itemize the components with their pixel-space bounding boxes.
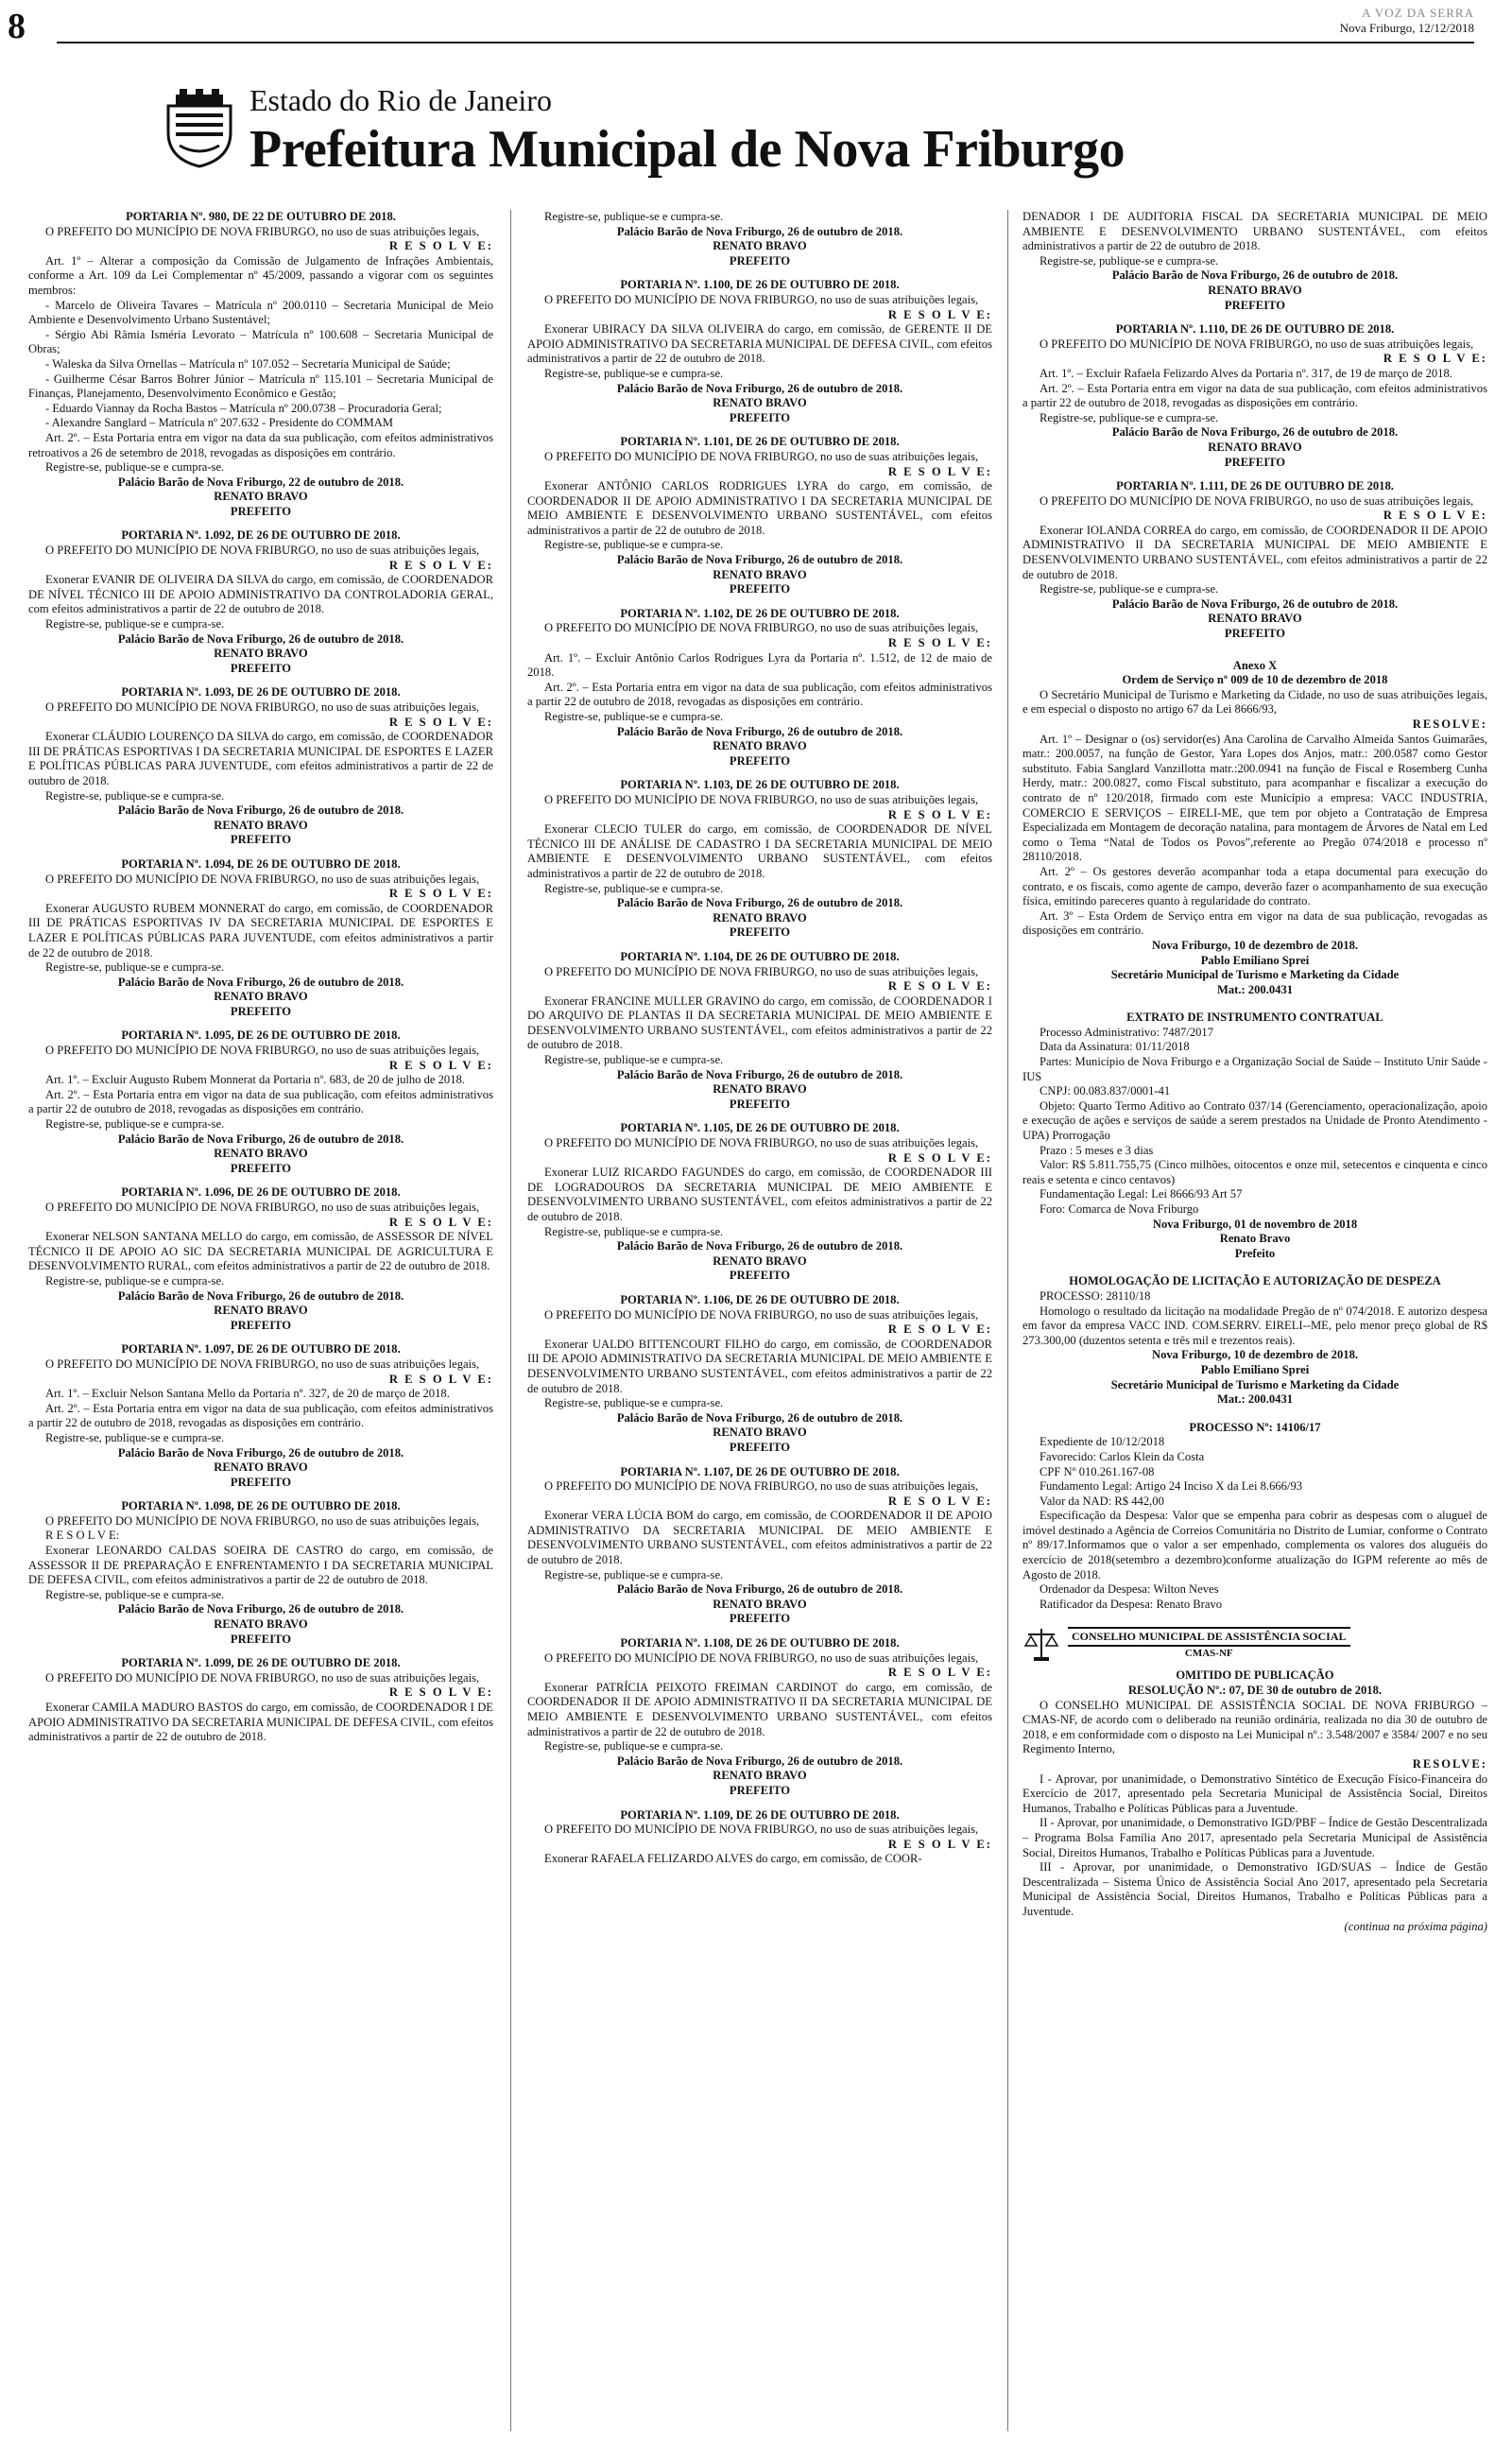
- portaria-intro: O PREFEITO DO MUNICÍPIO DE NOVA FRIBURGO, no uso de suas atribuições legais,: [1040, 493, 1474, 508]
- portaria-title: PORTARIA Nº. 1.096, DE 26 DE OUTUBRO DE 2018.: [121, 1185, 401, 1200]
- signatory-name: RENATO BRAVO: [214, 1304, 308, 1318]
- signatory-title: PREFEITO: [230, 661, 292, 675]
- council-acronym: CMAS-NF: [1184, 1648, 1233, 1660]
- portaria-title: PORTARIA Nº. 1.106, DE 26 DE OUTUBRO DE 2018.: [620, 1292, 900, 1306]
- article: Art. 1º. – Excluir Augusto Rubem Monnerat da Portaria nº. 683, de 20 de julho de 2018.: [45, 1073, 465, 1087]
- process-field: Ratificador da Despesa: Renato Bravo: [1040, 1597, 1223, 1611]
- resolve-label: R E S O L V E:: [388, 1685, 493, 1700]
- omitted-publication-title: OMITIDO DE PUBLICAÇÃO: [1176, 1668, 1334, 1683]
- portaria-title: PORTARIA Nº. 1.104, DE 26 DE OUTUBRO DE 2018.: [620, 949, 900, 963]
- portaria-intro: O PREFEITO DO MUNICÍPIO DE NOVA FRIBURGO, no uso de suas atribuições legais,: [45, 700, 480, 714]
- registre-line: Registre-se, publique-se e cumpra-se.: [544, 538, 724, 552]
- resolve-label: R E S O L V E:: [388, 715, 493, 729]
- signatory-title: PREFEITO: [729, 1783, 791, 1797]
- portaria-text: Exonerar AUGUSTO RUBEM MONNERAT do cargo, em comissão, de COORDENADOR III DE PRÁTICAS ESPORTIVAS IV DA SECRETARIA MUNICIPAL DE ESPORTES E LAZER E POLÍTICAS PÚBLICAS PARA JUVENTUDE, com efeitos administrativos a partir de 22 de outubro de 2018.: [28, 901, 493, 959]
- signature-place: Palácio Barão de Nova Friburgo, 26 de outubro de 2018.: [616, 381, 903, 395]
- signature-place: Palácio Barão de Nova Friburgo, 26 de outubro de 2018.: [117, 804, 404, 818]
- registre-line: Registre-se, publique-se e cumpra-se.: [544, 881, 724, 895]
- signatory-name: RENATO BRAVO: [214, 1617, 308, 1632]
- portaria-title: PORTARIA Nº. 1.109, DE 26 DE OUTUBRO DE 2018.: [620, 1807, 900, 1822]
- portaria-text: Exonerar ANTÔNIO CARLOS RODRIGUES LYRA do cargo, em comissão, de COORDENADOR II DE APOIO ADMINISTRATIVO I DA SECRETARIA MUNICIPAL DE MEIO AMBIENTE E DESENVOLVIMENTO URBANO SUSTENTÁVEL, com efeitos administrativos a partir de 22 de outubro de 2018.: [527, 479, 992, 537]
- portaria-intro: O PREFEITO DO MUNICÍPIO DE NOVA FRIBURGO, no uso de suas atribuições legais,: [1040, 337, 1474, 351]
- resolution-item: II - Aprovar, por unanimidade, o Demonstrativo IGD/PBF – Índice de Gestão Descentralizada – Programa Bolsa Família Ano 2017, apresentado pela Secretaria Municipal de Assistência Social, Direitos Humanos, Trabalho e Políticas Públicas para a Juventude.: [1022, 1816, 1487, 1859]
- signatory-registration: Mat.: 200.0431: [1216, 982, 1294, 996]
- signatory-title: Secretário Municipal de Turismo e Marketing da Cidade: [1110, 968, 1400, 982]
- signature-place: Palácio Barão de Nova Friburgo, 26 de outubro de 2018.: [117, 1288, 404, 1303]
- process-field: Ordenador da Despesa: Wilton Neves: [1040, 1582, 1219, 1597]
- masthead: [159, 83, 1349, 197]
- portaria-intro: O PREFEITO DO MUNICÍPIO DE NOVA FRIBURGO, no uso de suas atribuições legais,: [45, 544, 480, 558]
- portaria-intro: O PREFEITO DO MUNICÍPIO DE NOVA FRIBURGO, no uso de suas atribuições legais,: [45, 1201, 480, 1214]
- registre-line: Registre-se, publique-se e cumpra-se.: [45, 788, 225, 803]
- signature-place: Nova Friburgo, 10 de dezembro de 2018.: [1151, 1348, 1359, 1362]
- newspaper-name: A VOZ DA SERRA: [1362, 6, 1474, 20]
- portaria-title: PORTARIA Nº. 1.111, DE 26 DE OUTUBRO DE 2018.: [1116, 479, 1394, 493]
- signatory-title: PREFEITO: [729, 410, 791, 424]
- portaria-intro: O PREFEITO DO MUNICÍPIO DE NOVA FRIBURGO, no uso de suas atribuições legais,: [544, 292, 979, 306]
- extract-field: CNPJ: 00.083.837/0001-41: [1040, 1084, 1171, 1098]
- portaria-title: PORTARIA Nº. 980, DE 22 DE OUTUBRO DE 2018.: [126, 210, 396, 223]
- portaria-text: Exonerar LUIZ RICARDO FAGUNDES do cargo, em comissão, de COORDENADOR III DE LOGRADOUROS DA SECRETARIA MUNICIPAL DE MEIO AMBIENTE E DESENVOLVIMENTO URBANO SUSTENTÁVEL, com efeitos administrativos a partir de 22 de outubro de 2018.: [527, 1166, 992, 1223]
- signatory-name: RENATO BRAVO: [214, 490, 308, 504]
- portaria-text: Exonerar CLECIO TULER do cargo, em comissão, de COORDENADOR DE NÍVEL TÉCNICO III DE ANÁLISE DE CADASTRO I DA SECRETARIA MUNICIPAL DE MEIO AMBIENTE E DESENVOLVIMENTO URBANO SUSTENTÁVEL, com efeitos administrativos a partir de 22 de outubro de 2018.: [527, 822, 992, 880]
- signatory-name: RENATO BRAVO: [713, 1769, 807, 1783]
- homologation-process: PROCESSO: 28110/18: [1040, 1288, 1151, 1303]
- council-name: CONSELHO MUNICIPAL DE ASSISTÊNCIA SOCIAL: [1068, 1627, 1350, 1648]
- signature-place: Palácio Barão de Nova Friburgo, 26 de outubro de 2018.: [616, 724, 903, 738]
- portaria-title: PORTARIA Nº. 1.101, DE 26 DE OUTUBRO DE 2018.: [620, 435, 900, 449]
- signatory-title: PREFEITO: [729, 253, 791, 268]
- signature-place: Palácio Barão de Nova Friburgo, 26 de outubro de 2018.: [616, 1410, 903, 1425]
- article: Art. 2º. – Esta Portaria entra em vigor na data de sua publicação, com efeitos administrativos a partir 22 de outubro de 2018, revogadas as disposições em contrário.: [1022, 381, 1487, 410]
- resolve-label: R E S O L V E:: [887, 307, 992, 321]
- member-item: - Waleska da Silva Ornellas – Matrícula nº 107.052 – Secretaria Municipal de Saúde;: [45, 356, 451, 371]
- service-order-title: Ordem de Serviço nº 009 de 10 de dezembro de 2018: [1122, 673, 1388, 687]
- signatory-name: RENATO BRAVO: [214, 647, 308, 661]
- signatory-title: PREFEITO: [729, 753, 791, 768]
- process-field: Favorecido: Carlos Klein da Costa: [1040, 1449, 1205, 1463]
- signatory-title: PREFEITO: [729, 582, 791, 596]
- extract-field: Processo Administrativo: 7487/2017: [1040, 1025, 1214, 1039]
- article: Art. 2º. – Esta Portaria entra em vigor na data da sua publicação, com efeitos administrativos retroativos a 26 de setembro de 2018, revogadas as disposições em contrário.: [28, 430, 493, 459]
- resolve-label: R E S O L V E:: [388, 1215, 493, 1229]
- portaria-text: Exonerar PATRÍCIA PEIXOTO FREIMAN CARDINOT do cargo, em comissão, de COORDENADOR II DE APOIO ADMINISTRATIVO II DA SECRETARIA MUNICIPAL DE MEIO AMBIENTE E DESENVOLVIMENTO URBANO SUSTENTÁVEL, com efeitos administrativos a partir de 22 de outubro de 2018.: [527, 1680, 992, 1738]
- member-item: - Alexandre Sanglard – Matrícula nº 207.632 - Presidente do COMMAM: [45, 416, 394, 430]
- homologation-title: HOMOLOGAÇÃO DE LICITAÇÃO E AUTORIZAÇÃO DE DESPEZA: [1069, 1274, 1441, 1288]
- signature-place: Palácio Barão de Nova Friburgo, 26 de outubro de 2018.: [117, 975, 404, 989]
- portaria-title: PORTARIA Nº. 1.105, DE 26 DE OUTUBRO DE 2018.: [620, 1121, 900, 1135]
- article: Art. 1º – Designar o (os) servidor(es) Ana Carolina de Carvalho Almeida Santos Guimarães, matr.: 200.0057, na função de Gestor, Yara Lopes dos Anjos, matr.: 200.0587 como Gestor substituto. Fabia Sanglard Vanzillotta matr.:200.0941 na função de Fiscal e Rosemberg Cunha Herdy, matr.: 200.0827, como Fiscal substituto, para acompanhar e fiscalizar a execução do contrato de nº 120/2018, firmado com este Município a empresa: VACC INDUSTRIA, COMERCIO E SERVIÇOS – EIRELI-ME, que tem por objeto a Contratação de Empresa Especializada em Montagem de decoração natalina, para montagem de Árvores de Natal em Led como o Tema “Natal de Todos os Povos”,referente ao Pregão 074/2018 e processo nº 28110/2018.: [1022, 732, 1487, 864]
- extract-title: EXTRATO DE INSTRUMENTO CONTRATUAL: [1126, 1011, 1383, 1025]
- resolve-label: R E S O L V E:: [45, 1529, 120, 1543]
- signatory-name: RENATO BRAVO: [214, 990, 308, 1004]
- process-field: Fundamento Legal: Artigo 24 Inciso X da Lei 8.666/93: [1040, 1479, 1303, 1494]
- signatory-title: PREFEITO: [1224, 627, 1286, 641]
- registre-line: Registre-se, publique-se e cumpra-se.: [544, 710, 724, 723]
- portaria-title: PORTARIA Nº. 1.103, DE 26 DE OUTUBRO DE 2018.: [620, 778, 900, 792]
- signatory-title: PREFEITO: [230, 504, 292, 518]
- article: Art. 2º – Os gestores deverão acompanhar toda a etapa documental para execução do contrato, e os fiscais, como agente de campo, deverão fazer o acompanhamento de sua execução física, emitindo pareceres quanto à regularidade do contrato.: [1022, 864, 1487, 908]
- signatory-name: RENATO BRAVO: [1208, 440, 1302, 454]
- portaria-intro: O PREFEITO DO MUNICÍPIO DE NOVA FRIBURGO, no uso de suas atribuições legais,: [544, 1136, 979, 1150]
- continued-note: (continua na próxima página): [1344, 1919, 1487, 1933]
- signature-place: Palácio Barão de Nova Friburgo, 26 de outubro de 2018.: [616, 1582, 903, 1597]
- member-item: - Guilherme César Barros Bohrer Júnior – Matrícula nº 115.101 – Secretaria Municipal de Finanças, Planejamento, Desenvolvimento Econômico e Gestão;: [28, 372, 493, 401]
- resolution-title: RESOLUÇÃO Nº.: 07, DE 30 de outubro de 2018.: [1127, 1684, 1383, 1698]
- extract-field: Data da Assinatura: 01/11/2018: [1040, 1040, 1190, 1054]
- signature-place: Palácio Barão de Nova Friburgo, 26 de outubro de 2018.: [616, 1239, 903, 1253]
- article: Art. 2º. – Esta Portaria entra em vigor na data de sua publicação, com efeitos administrativos a partir 22 de outubro de 2018, revogadas as disposições em contrário.: [28, 1401, 493, 1430]
- signatory-name: RENATO BRAVO: [713, 739, 807, 753]
- article: Art. 2º. – Esta Portaria entra em vigor na data de sua publicação, com efeitos administrativos a partir 22 de outubro de 2018, revogadas as disposições em contrário.: [28, 1087, 493, 1116]
- column-2: [527, 210, 992, 2431]
- resolve-label: R E S O L V E:: [1383, 352, 1487, 366]
- signatory-title: PREFEITO: [729, 925, 791, 940]
- newspaper-info: [1340, 6, 1474, 36]
- resolve-label: R E S O L V E:: [388, 239, 493, 253]
- signature-place: Palácio Barão de Nova Friburgo, 26 de outubro de 2018.: [1111, 425, 1399, 440]
- registre-line: Registre-se, publique-se e cumpra-se.: [45, 960, 225, 975]
- portaria-title: PORTARIA Nº. 1.110, DE 26 DE OUTUBRO DE 2018.: [1115, 322, 1395, 337]
- resolution-intro: O CONSELHO MUNICIPAL DE ASSISTÊNCIA SOCIAL DE NOVA FRIBURGO – CMAS-NF, de acordo com o deliberado na reunião ordinária, realizada no dia 30 de outubro de 2018, e em conformidade com o disposto na Lei Municipal nº.: 3.548/2007 e 3584/ 2007 e no seu Regimento Interno,: [1022, 1698, 1487, 1756]
- signatory-name: RENATO BRAVO: [713, 1426, 807, 1440]
- resolve-label: R E S O L V E:: [388, 887, 493, 901]
- resolve-label: R E S O L V E:: [887, 1666, 992, 1680]
- portaria-intro: O PREFEITO DO MUNICÍPIO DE NOVA FRIBURGO, no uso de suas atribuições legais,: [544, 964, 979, 978]
- signatory-title: PREFEITO: [230, 1161, 292, 1175]
- resolution-item: I - Aprovar, por unanimidade, o Demonstrativo Sintético de Execução Físico-Financeira do Exercício de 2017, apresentado pela Secretaria Municipal de Assistência Social, Direitos Humanos, Trabalho e Políticas Públicas para a Juventude.: [1022, 1771, 1487, 1815]
- process-field: Especificação da Despesa: Valor que se empenha para cobrir as despesas com o aluguel de imóvel destinado a Agência de Correios Comunitária no Distrito de Lumiar, conforme o Contrato nº 89/17.Informamos que o valor a ser empenhado, complementa os valores dos aluguéis do exercício de 2018(setembro a dezembro)conforme atualização do IGPM referente ao mês de Agosto de 2018.: [1022, 1509, 1487, 1581]
- registre-line: Registre-se, publique-se e cumpra-se.: [45, 1273, 225, 1287]
- service-order-intro: O Secretário Municipal de Turismo e Marketing da Cidade, no uso de suas atribuições legais, e em especial o disposto no artigo 67 da Lei 8666/93,: [1022, 687, 1487, 717]
- signatory-name: RENATO BRAVO: [214, 818, 308, 832]
- signatory-title: PREFEITO: [230, 1632, 292, 1646]
- signature-place: Palácio Barão de Nova Friburgo, 26 de outubro de 2018.: [117, 1132, 404, 1146]
- signatory-name: Pablo Emiliano Sprei: [1200, 1362, 1310, 1376]
- registre-line: Registre-se, publique-se e cumpra-se.: [544, 1224, 724, 1238]
- signatory-title: PREFEITO: [729, 1440, 791, 1454]
- signature-place: Nova Friburgo, 01 de novembro de 2018: [1152, 1217, 1358, 1231]
- resolve-label: RESOLVE:: [1412, 717, 1487, 731]
- portaria-intro: O PREFEITO DO MUNICÍPIO DE NOVA FRIBURGO, no uso de suas atribuições legais,: [45, 224, 480, 238]
- resolution-item: III - Aprovar, por unanimidade, o Demonstrativo IGD/SUAS – Índice de Gestão Descentralizada – Sistema Único de Assistência Social Ano 2017, apresentado pela Secretaria Municipal de Assistência Social, Direitos Humanos, Trabalho e Políticas Públicas para a Juventude.: [1022, 1860, 1487, 1918]
- portaria-title: PORTARIA Nº. 1.100, DE 26 DE OUTUBRO DE 2018.: [620, 278, 900, 292]
- portaria-text: Exonerar UBIRACY DA SILVA OLIVEIRA do cargo, em comissão, de GERENTE II DE APOIO ADMINISTRATIVO DA SECRETARIA MUNICIPAL DE DEFESA CIVIL, com efeitos administrativos a partir de 22 de outubro de 2018.: [527, 322, 992, 366]
- signatory-name: RENATO BRAVO: [713, 1253, 807, 1268]
- signatory-name: RENATO BRAVO: [1208, 283, 1302, 297]
- resolve-label: R E S O L V E:: [887, 979, 992, 994]
- signatory-title: PREFEITO: [729, 1612, 791, 1626]
- issue-date: Nova Friburgo, 12/12/2018: [1339, 21, 1474, 35]
- page-number: 8: [8, 7, 26, 46]
- signatory-title: PREFEITO: [230, 1004, 292, 1018]
- portaria-text: Exonerar VERA LÚCIA BOM do cargo, em comissão, de COORDENADOR II DE APOIO ADMINISTRATIVO DA SECRETARIA MUNICIPAL DE MEIO AMBIENTE E DESENVOLVIMENTO URBANO SUSTENTÁVEL, com efeitos administrativos a partir de 22 de outubro de 2018.: [527, 1509, 992, 1567]
- registre-line: Registre-se, publique-se e cumpra-se.: [45, 460, 225, 475]
- article: Art. 2º. – Esta Portaria entra em vigor na data de sua publicação, com efeitos administrativos a partir 22 de outubro de 2018, revogadas as disposições em contrário.: [527, 680, 992, 709]
- resolve-label: R E S O L V E:: [887, 1837, 992, 1851]
- header-rule: [57, 42, 1474, 43]
- signatory-name: Pablo Emiliano Sprei: [1200, 953, 1310, 967]
- registre-line: Registre-se, publique-se e cumpra-se.: [1040, 253, 1219, 268]
- registre-line: Registre-se, publique-se e cumpra-se.: [45, 1430, 225, 1444]
- signatory-name: RENATO BRAVO: [1208, 612, 1302, 626]
- column-1: [28, 210, 493, 2431]
- signature-place: Palácio Barão de Nova Friburgo, 22 de outubro de 2018.: [117, 475, 404, 489]
- portaria-title: PORTARIA Nº. 1.107, DE 26 DE OUTUBRO DE 2018.: [620, 1464, 900, 1478]
- portaria-text: Exonerar UALDO BITTENCOURT FILHO do cargo, em comissão, de COORDENADOR III DE APOIO ADMINISTRATIVO DA SECRETARIA MUNICIPAL DE MEIO AMBIENTE E DESENVOLVIMENTO URBANO SUSTENTÁVEL, com efeitos administrativos a partir de 22 de outubro de 2018.: [527, 1337, 992, 1395]
- resolve-label: R E S O L V E:: [388, 1372, 493, 1386]
- portaria-intro: O PREFEITO DO MUNICÍPIO DE NOVA FRIBURGO, no uso de suas atribuições legais,: [544, 1307, 979, 1322]
- signature-place: Palácio Barão de Nova Friburgo, 26 de outubro de 2018.: [117, 1602, 404, 1616]
- signatory-title: PREFEITO: [729, 1097, 791, 1111]
- portaria-title: PORTARIA Nº. 1.098, DE 26 DE OUTUBRO DE 2018.: [121, 1499, 401, 1513]
- signatory-name: RENATO BRAVO: [713, 567, 807, 581]
- portaria-intro: O PREFEITO DO MUNICÍPIO DE NOVA FRIBURGO, no uso de suas atribuições legais,: [544, 1650, 979, 1665]
- resolve-label: R E S O L V E:: [1383, 509, 1487, 523]
- extract-field: Fundamentação Legal: Lei 8666/93 Art 57: [1040, 1187, 1243, 1201]
- portaria-text: Exonerar EVANIR DE OLIVEIRA DA SILVA do cargo, em comissão, de COORDENADOR DE NÍVEL TÉCNICO III DE APOIO ADMINISTRATIVO DA CONTROLADORIA GERAL, com efeitos administrativos a partir de 22 de outubro de 2018.: [28, 573, 493, 616]
- portaria-text: Exonerar CAMILA MADURO BASTOS do cargo, em comissão, de COORDENADOR I DE APOIO ADMINISTRATIVO DA SECRETARIA MUNICIPAL DE DEFESA CIVIL, com efeitos administrativos a partir de 22 de outubro de 2018.: [28, 1701, 493, 1744]
- portaria-title: PORTARIA Nº. 1.094, DE 26 DE OUTUBRO DE 2018.: [121, 856, 401, 871]
- member-item: - Eduardo Viannay da Rocha Bastos – Matrícula nº 200.0738 – Procuradoria Geral;: [45, 401, 442, 415]
- article: Art. 1º – Alterar a composição da Comissão de Julgamento de Infrações Ambientais, conforme a Art. 109 da Lei Complementar nº 45/2009, passando a vigorar com os seguintes membros:: [28, 253, 493, 297]
- scales-icon: [1022, 1625, 1060, 1663]
- signature-place: Palácio Barão de Nova Friburgo, 26 de outubro de 2018.: [616, 1754, 903, 1768]
- signatory-name: RENATO BRAVO: [214, 1147, 308, 1161]
- portaria-title: PORTARIA Nº. 1.092, DE 26 DE OUTUBRO DE 2018.: [121, 528, 401, 543]
- column-3: [1022, 210, 1487, 2431]
- portaria-text: Exonerar IOLANDA CORREA do cargo, em comissão, de COORDENADOR II DE APOIO ADMINISTRATIVO II DA SECRETARIA MUNICIPAL DE MEIO AMBIENTE E DESENVOLVIMENTO URBANO SUSTENTÁVEL, com efeitos administrativos a partir de 22 de outubro de 2018.: [1022, 523, 1487, 581]
- state-name: Estado do Rio de Janeiro: [249, 83, 552, 117]
- process-field: CPF Nº 010.261.167-08: [1040, 1464, 1155, 1478]
- extract-field: Foro: Comarca de Nova Friburgo: [1040, 1202, 1199, 1216]
- column-divider: [1007, 210, 1008, 2431]
- article: Art. 1º. – Excluir Rafaela Felizardo Alves da Portaria nº. 317, de 19 de março de 2018.: [1040, 366, 1452, 380]
- portaria-title: PORTARIA Nº. 1.093, DE 26 DE OUTUBRO DE 2018.: [121, 685, 401, 700]
- signature-place: Palácio Barão de Nova Friburgo, 26 de outubro de 2018.: [616, 224, 903, 238]
- portaria-intro: O PREFEITO DO MUNICÍPIO DE NOVA FRIBURGO, no uso de suas atribuições legais,: [544, 1823, 979, 1837]
- resolve-label: R E S O L V E:: [887, 464, 992, 478]
- portaria-intro: O PREFEITO DO MUNICÍPIO DE NOVA FRIBURGO, no uso de suas atribuições legais,: [544, 449, 979, 463]
- signature-place: Palácio Barão de Nova Friburgo, 26 de outubro de 2018.: [616, 896, 903, 910]
- homologation-text: Homologo o resultado da licitação na modalidade Pregão de nº 074/2018. E autorizo despesa em favor da empresa VACC IND. COM.SERRV. EIRELI--ME, pelo menor preço global de R$ 273.300,00 (duzentos setenta e três mil e trezentos reais).: [1022, 1304, 1487, 1347]
- process-field: Valor da NAD: R$ 442,00: [1040, 1494, 1164, 1508]
- extract-field: Prazo : 5 meses e 3 dias: [1040, 1143, 1154, 1157]
- signature-place: Palácio Barão de Nova Friburgo, 26 de outubro de 2018.: [1111, 596, 1399, 611]
- portaria-text: Exonerar FRANCINE MULLER GRAVINO do cargo, em comissão, de COORDENADOR I DO ARQUIVO DE PLANTAS II DA SECRETARIA MUNICIPAL DE MEIO AMBIENTE E DESENVOLVIMENTO URBANO SUSTENTÁVEL, com efeitos administrativos a partir de 22 de outubro de 2018.: [527, 994, 992, 1052]
- process-field: Expediente de 10/12/2018: [1040, 1435, 1165, 1449]
- signature-place: Nova Friburgo, 10 de dezembro de 2018.: [1151, 938, 1359, 952]
- signature-place: Palácio Barão de Nova Friburgo, 26 de outubro de 2018.: [117, 1445, 404, 1460]
- registre-line: Registre-se, publique-se e cumpra-se.: [45, 1587, 225, 1601]
- resolve-label: RESOLVE:: [1412, 1757, 1487, 1771]
- portaria-text: Exonerar RAFAELA FELIZARDO ALVES do cargo, em comissão, de COOR-: [544, 1852, 922, 1866]
- signatory-title: PREFEITO: [1224, 455, 1286, 469]
- signatory-title: Secretário Municipal de Turismo e Marketing da Cidade: [1110, 1377, 1400, 1391]
- signatory-title: PREFEITO: [729, 1269, 791, 1283]
- portaria-text: Exonerar NELSON SANTANA MELLO do cargo, em comissão, de ASSESSOR DE NÍVEL TÉCNICO II DE APOIO AO SIC DA SECRETARIA MUNICIPAL DE AGRICULTURA E DESENVOLVIMENTO RURAL, com efeitos administrativos a partir de 22 de outubro de 2018.: [28, 1230, 493, 1273]
- signatory-name: RENATO BRAVO: [713, 1597, 807, 1611]
- portaria-title: PORTARIA Nº. 1.099, DE 26 DE OUTUBRO DE 2018.: [121, 1656, 401, 1670]
- annex-title: Anexo X: [1232, 658, 1278, 672]
- portaria-title: PORTARIA Nº. 1.097, DE 26 DE OUTUBRO DE 2018.: [121, 1342, 401, 1357]
- council-header: [1022, 1625, 1487, 1663]
- article: Art. 3º – Esta Ordem de Serviço entra em vigor na data de sua publicação, revogadas as disposições em contrário.: [1022, 908, 1487, 938]
- resolve-label: R E S O L V E:: [887, 1494, 992, 1508]
- article: Art. 1º. – Excluir Antônio Carlos Rodrigues Lyra da Portaria nº. 1.512, de 12 de maio de 2018.: [527, 650, 992, 680]
- registre-line: Registre-se, publique-se e cumpra-se.: [1040, 410, 1219, 424]
- signatory-name: RENATO BRAVO: [713, 239, 807, 253]
- portaria-text: Exonerar LEONARDO CALDAS SOEIRA DE CASTRO do cargo, em comissão, de ASSESSOR II DE PREPARAÇÃO E ENFRENTAMENTO I DA SECRETARIA MUNICIPAL DE DEFESA CIVIL, com efeitos administrativos a partir de 22 de outubro de 2018.: [28, 1544, 493, 1587]
- signatory-title: PREFEITO: [230, 1318, 292, 1332]
- resolve-label: R E S O L V E:: [388, 558, 493, 572]
- registre-line: Registre-se, publique-se e cumpra-se.: [544, 210, 724, 223]
- article: Art. 1º. – Excluir Nelson Santana Mello da Portaria nº. 327, de 20 de março de 2018.: [45, 1387, 450, 1401]
- registre-line: Registre-se, publique-se e cumpra-se.: [544, 1567, 724, 1581]
- signature-place: Palácio Barão de Nova Friburgo, 26 de outubro de 2018.: [616, 1067, 903, 1081]
- resolve-label: R E S O L V E:: [887, 1150, 992, 1165]
- portaria-intro: O PREFEITO DO MUNICÍPIO DE NOVA FRIBURGO, no uso de suas atribuições legais,: [45, 1513, 480, 1528]
- signatory-registration: Mat.: 200.0431: [1216, 1392, 1294, 1407]
- member-item: - Marcelo de Oliveira Tavares – Matrícula nº 200.0110 – Secretaria Municipal de Meio Ambiente e Desenvolvimento Urbano Sustentável;: [28, 298, 493, 327]
- signature-place: Palácio Barão de Nova Friburgo, 26 de outubro de 2018.: [1111, 268, 1399, 283]
- signatory-name: Renato Bravo: [1219, 1232, 1291, 1246]
- extract-field: Valor: R$ 5.811.755,75 (Cinco milhões, oitocentos e onze mil, setecentos e cinquenta e cinco reais e setenta e cinco centavos): [1022, 1158, 1487, 1186]
- registre-line: Registre-se, publique-se e cumpra-se.: [45, 1117, 225, 1132]
- signatory-name: RENATO BRAVO: [214, 1460, 308, 1475]
- portaria-title: PORTARIA Nº. 1.102, DE 26 DE OUTUBRO DE 2018.: [620, 606, 900, 620]
- registre-line: Registre-se, publique-se e cumpra-se.: [544, 366, 724, 380]
- portaria-intro: O PREFEITO DO MUNICÍPIO DE NOVA FRIBURGO, no uso de suas atribuições legais,: [45, 1044, 480, 1058]
- masthead-title: Prefeitura Municipal de Nova Friburgo: [249, 120, 1125, 179]
- resolve-label: R E S O L V E:: [887, 807, 992, 821]
- signatory-name: RENATO BRAVO: [713, 1082, 807, 1097]
- process-title: PROCESSO Nº: 14106/17: [1189, 1420, 1321, 1434]
- registre-line: Registre-se, publique-se e cumpra-se.: [544, 1053, 724, 1067]
- signatory-title: Prefeito: [1234, 1246, 1276, 1260]
- registre-line: Registre-se, publique-se e cumpra-se.: [1040, 582, 1219, 596]
- signature-place: Palácio Barão de Nova Friburgo, 26 de outubro de 2018.: [616, 553, 903, 567]
- signatory-title: PREFEITO: [230, 833, 292, 847]
- portaria-intro: O PREFEITO DO MUNICÍPIO DE NOVA FRIBURGO, no uso de suas atribuições legais,: [45, 1357, 480, 1371]
- resolve-label: R E S O L V E:: [887, 636, 992, 650]
- resolve-label: R E S O L V E:: [388, 1058, 493, 1072]
- page-header: [0, 0, 1512, 47]
- portaria-intro: O PREFEITO DO MUNICÍPIO DE NOVA FRIBURGO, no uso de suas atribuições legais,: [544, 1479, 979, 1494]
- resolve-label: R E S O L V E:: [887, 1322, 992, 1337]
- registre-line: Registre-se, publique-se e cumpra-se.: [544, 1396, 724, 1410]
- member-item: - Sérgio Abi Râmia Isméria Levorato – Matrícula nº 100.608 – Secretaria Municipal de Obras;: [28, 327, 493, 356]
- extract-field: Partes: Município de Nova Friburgo e a Organização Social de Saúde – Instituto Unir Saúde - IUS: [1022, 1055, 1487, 1083]
- portaria-intro: O PREFEITO DO MUNICÍPIO DE NOVA FRIBURGO, no uso de suas atribuições legais,: [544, 792, 979, 806]
- column-divider: [510, 210, 511, 2431]
- signatory-title: PREFEITO: [230, 1475, 292, 1489]
- signatory-name: RENATO BRAVO: [713, 396, 807, 410]
- portaria-text: Exonerar CLÁUDIO LOURENÇO DA SILVA do cargo, em comissão, de COORDENADOR III DE PRÁTICAS ESPORTIVAS I DA SECRETARIA MUNICIPAL DE ESPORTES E LAZER E POLÍTICAS PÚBLICAS PARA JUVENTUDE, com efeitos administrativos a partir de 22 de outubro de 2018.: [28, 730, 493, 787]
- portaria-text: DENADOR I DE AUDITORIA FISCAL DA SECRETARIA MUNICIPAL DE MEIO AMBIENTE E DESENVOLVIMENTO URBANO SUSTENTÁVEL, com efeitos administrativos a partir de 22 de outubro de 2018.: [1022, 210, 1487, 253]
- portaria-intro: O PREFEITO DO MUNICÍPIO DE NOVA FRIBURGO, no uso de suas atribuições legais,: [45, 872, 480, 886]
- signature-place: Palácio Barão de Nova Friburgo, 26 de outubro de 2018.: [117, 631, 404, 646]
- coat-of-arms-icon: [159, 87, 240, 168]
- registre-line: Registre-se, publique-se e cumpra-se.: [544, 1739, 724, 1754]
- extract-field: Objeto: Quarto Termo Aditivo ao Contrato 037/14 (Gerenciamento, operacionalização, apoio e execução de ações e serviços de saúde a serem prestados na Unidade de Pronto Atendimento - UPA) Prorrogação: [1022, 1098, 1487, 1143]
- registre-line: Registre-se, publique-se e cumpra-se.: [45, 617, 225, 631]
- signatory-name: RENATO BRAVO: [713, 910, 807, 925]
- portaria-intro: O PREFEITO DO MUNICÍPIO DE NOVA FRIBURGO, no uso de suas atribuições legais,: [544, 621, 979, 635]
- signatory-title: PREFEITO: [1224, 298, 1286, 312]
- portaria-title: PORTARIA Nº. 1.108, DE 26 DE OUTUBRO DE 2018.: [620, 1636, 900, 1650]
- portaria-intro: O PREFEITO DO MUNICÍPIO DE NOVA FRIBURGO, no uso de suas atribuições legais,: [45, 1670, 480, 1685]
- portaria-title: PORTARIA Nº. 1.095, DE 26 DE OUTUBRO DE 2018.: [121, 1028, 401, 1043]
